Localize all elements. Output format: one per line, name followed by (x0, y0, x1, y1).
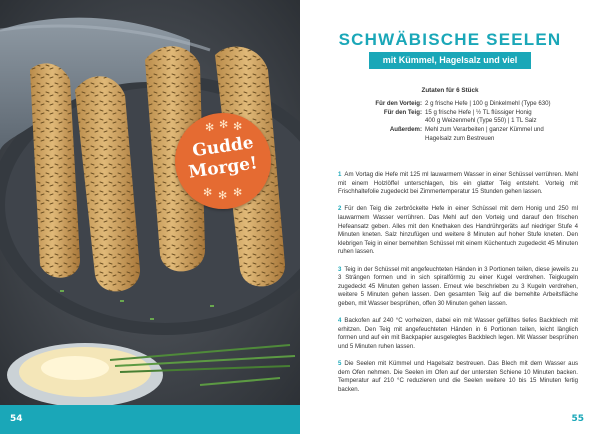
badge-line-2: Morge! (187, 153, 259, 183)
step-text: Für den Teig die zerbröckelte Hefe in einer Schüssel mit dem Honig und 250 ml lauwarmem Wasser verrühren. Das Mehl auf den Vorteig und darauf den frischen Hefeansatz geben. Alles mit den Knethaken des Handrührgeräts auf niedriger Stufe 4 Minuten kneten. Salz hinzufügen und weitere 8 Minuten auf hoher Stufe kneten. Den klebrigen Teig in einer bemehlten Schüssel mit einem Küchentuch zugedeckt 45 Minuten ruhen lassen. (338, 205, 578, 256)
recipe-yield: Zutaten für 6 Stück (421, 87, 479, 94)
ingredient-line: 2 g frische Hefe | 100 g Dinkelmehl (Type 630) (425, 100, 551, 107)
ingredient-group (338, 126, 578, 143)
ingredient-line: 400 g Weizenmehl (Type 550) | 1 TL Salz (425, 117, 537, 125)
food-photo (0, 0, 300, 405)
star-icon: ✻ (203, 186, 213, 199)
instruction-step (338, 266, 578, 309)
page-number-right: 55 (571, 414, 584, 424)
badge-line-1: Gudde (191, 132, 255, 162)
step-text: Am Vortag die Hefe mit 125 ml lauwarmem Wasser in einer Schüssel verrühren. Mehl mit einem Holzlöffel unterschlagen, bis ein glatter Teig entsteht. Vorteig mit Frischhaltefolie zugedeckt bei Zimmertemperatur 15 Stunden gehen lassen. (338, 171, 578, 196)
step-number: 5 (338, 360, 342, 368)
ingredient-line: 15 g frische Hefe | ½ TL flüssiger Honig (425, 108, 532, 116)
ingredient-group-label: Für den Teig: (383, 108, 422, 116)
star-icon: ✻ (205, 121, 215, 134)
ingredients-list (338, 100, 578, 144)
step-number: 1 (338, 171, 342, 178)
gudde-morge-badge (175, 113, 271, 209)
recipe-subtitle: mit Kümmel, Hagelsalz und viel Geduld (369, 52, 531, 69)
step-number: 2 (338, 205, 342, 213)
instruction-step (338, 317, 578, 351)
star-icon: ✻ (233, 186, 243, 199)
instruction-step (338, 171, 578, 197)
ingredient-line: Mehl zum Verarbeiten | ganzer Kümmel und (425, 126, 544, 134)
instruction-step (338, 205, 578, 257)
star-icon: ✻ (219, 118, 229, 131)
ingredient-group (338, 109, 578, 126)
bread-photo-illustration (0, 0, 300, 405)
ingredient-group (338, 100, 578, 109)
step-text: Teig in der Schüssel mit angefeuchteten Händen in 3 Portionen teilen, diese jeweils zu 3 Strängen formen und in sich spiralförmig zu einer Kugel verdrehen. Teigkugeln zugedeckt 45 Minuten gehen lassen. Erneut wie beschrieben zu 3 Kugeln verdrehen, weitere 5 Minuten gehen lassen. Den gesamten Teig auf die bemehlte Arbeitsfläche geben, mit Wasser besprühen, offen 30 Minuten gehen lassen. (338, 265, 578, 307)
recipe-title: SCHWÄBISCHE SEELEN (338, 30, 562, 49)
star-icon: ✻ (218, 189, 228, 202)
page-number-left: 54 (10, 414, 23, 424)
instruction-step (338, 360, 578, 394)
step-text: Backofen auf 240 °C vorheizen, dabei ein mit Wasser gefülltes tiefes Backblech mit erhitzen. Den Teig mit angefeuchteten Händen in 6 Portionen teilen, leicht länglich formen und auf ein mit Backpapier ausgelegtes Backblech legen. Mit Wasser besprühen und 5 Minuten ruhen lassen. (338, 317, 578, 350)
instruction-steps (338, 171, 578, 403)
right-page (300, 0, 600, 434)
step-text: Die Seelen mit Kümmel und Hagelsalz bestreuen. Das Blech mit dem Wasser aus dem Ofen nehmen. Die Seelen im Ofen auf der untersten Schiene 10 Minuten backen. Temperatur auf 210 °C reduzieren und die Seelen weitere 10 bis 15 Minuten fertig backen. (338, 360, 578, 393)
ingredient-group-label: Außerdem: (389, 126, 422, 134)
step-number: 3 (338, 265, 342, 273)
ingredient-line: Hagelsalz zum Bestreuen (425, 134, 495, 142)
ingredient-group-label: Für den Vorteig: (375, 100, 422, 107)
step-number: 4 (338, 317, 342, 325)
star-icon: ✻ (233, 120, 243, 133)
